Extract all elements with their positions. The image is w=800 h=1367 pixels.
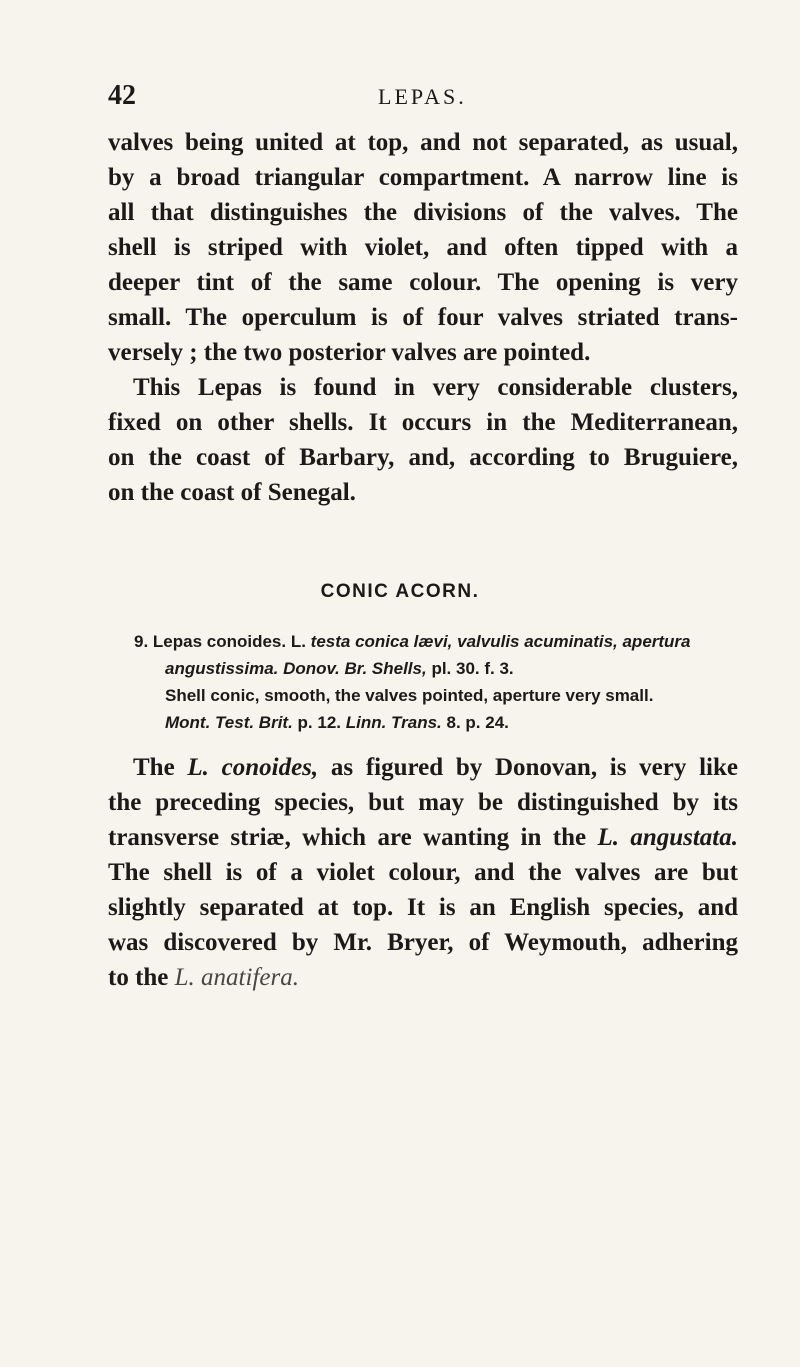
text-line: shell is striped with violet, and often tipped with a	[108, 234, 738, 261]
species-name: 9. Lepas conoides. L.	[134, 632, 311, 651]
reference-location: p. 12.	[292, 713, 346, 732]
text-line: the preceding species, but may be distinguished by its	[108, 789, 738, 816]
text-line: fixed on other shells. It occurs in the Mediterranean,	[108, 409, 738, 436]
reference-title: Mont. Test. Brit.	[165, 713, 293, 732]
text-line: valves being united at top, and not separated, as usual,	[108, 129, 738, 156]
text-line	[108, 820, 738, 855]
paragraph-continued	[108, 125, 738, 510]
text-line: on the coast of Senegal.	[108, 479, 356, 506]
latin-description: testa conica lævi, valvulis acuminatis, apertura	[310, 632, 691, 651]
text-line: small. The operculum is of four valves striated trans-	[108, 304, 738, 331]
text-run: transverse striæ, which are wanting in the	[108, 824, 598, 851]
species-name: L. anatifera.	[174, 964, 299, 991]
text-line: deeper tint of the same colour. The opening is very	[108, 269, 738, 296]
synonymy-line	[108, 628, 738, 655]
page-number: 42	[108, 80, 136, 111]
text-run: as figured by Donovan, is very like	[318, 754, 738, 781]
text-line: all that distinguishes the divisions of the valves. The	[108, 199, 738, 226]
latin-description: angustissima.	[165, 659, 279, 678]
text-line: on the coast of Barbary, and, according to Bruguiere,	[108, 444, 738, 471]
reference-location: 8. p. 24.	[441, 713, 509, 732]
species-synonymy	[108, 628, 738, 736]
text-line	[108, 750, 738, 785]
running-head: LEPAS.	[378, 84, 467, 109]
synonymy-line	[108, 655, 738, 682]
synonymy-line	[108, 709, 738, 736]
text-line: was discovered by Mr. Bryer, of Weymouth, adhering	[108, 929, 738, 956]
page-header	[108, 80, 738, 120]
synonymy-line: Shell conic, smooth, the valves pointed, aperture very small.	[165, 686, 654, 705]
text-run: The	[133, 754, 188, 781]
text-line: This Lepas is found in very considerable clusters,	[133, 374, 738, 401]
species-name: L. angustata.	[597, 824, 738, 851]
species-name: L. conoides,	[187, 754, 319, 781]
reference-location: pl. 30. f. 3.	[426, 659, 514, 678]
reference-title: Donov. Br. Shells,	[283, 659, 427, 678]
text-line: versely ; the two posterior valves are pointed.	[108, 339, 591, 366]
text-line: by a broad triangular compartment. A narrow line is	[108, 164, 738, 191]
text-line	[108, 960, 738, 995]
paragraph-description	[108, 750, 738, 995]
section-title: CONIC ACORN.	[320, 581, 480, 602]
text-run: to the	[108, 964, 175, 991]
text-line: slightly separated at top. It is an English species, and	[108, 894, 738, 921]
reference-title: Linn. Trans.	[345, 713, 442, 732]
text-line: The shell is of a violet colour, and the valves are but	[108, 859, 738, 886]
